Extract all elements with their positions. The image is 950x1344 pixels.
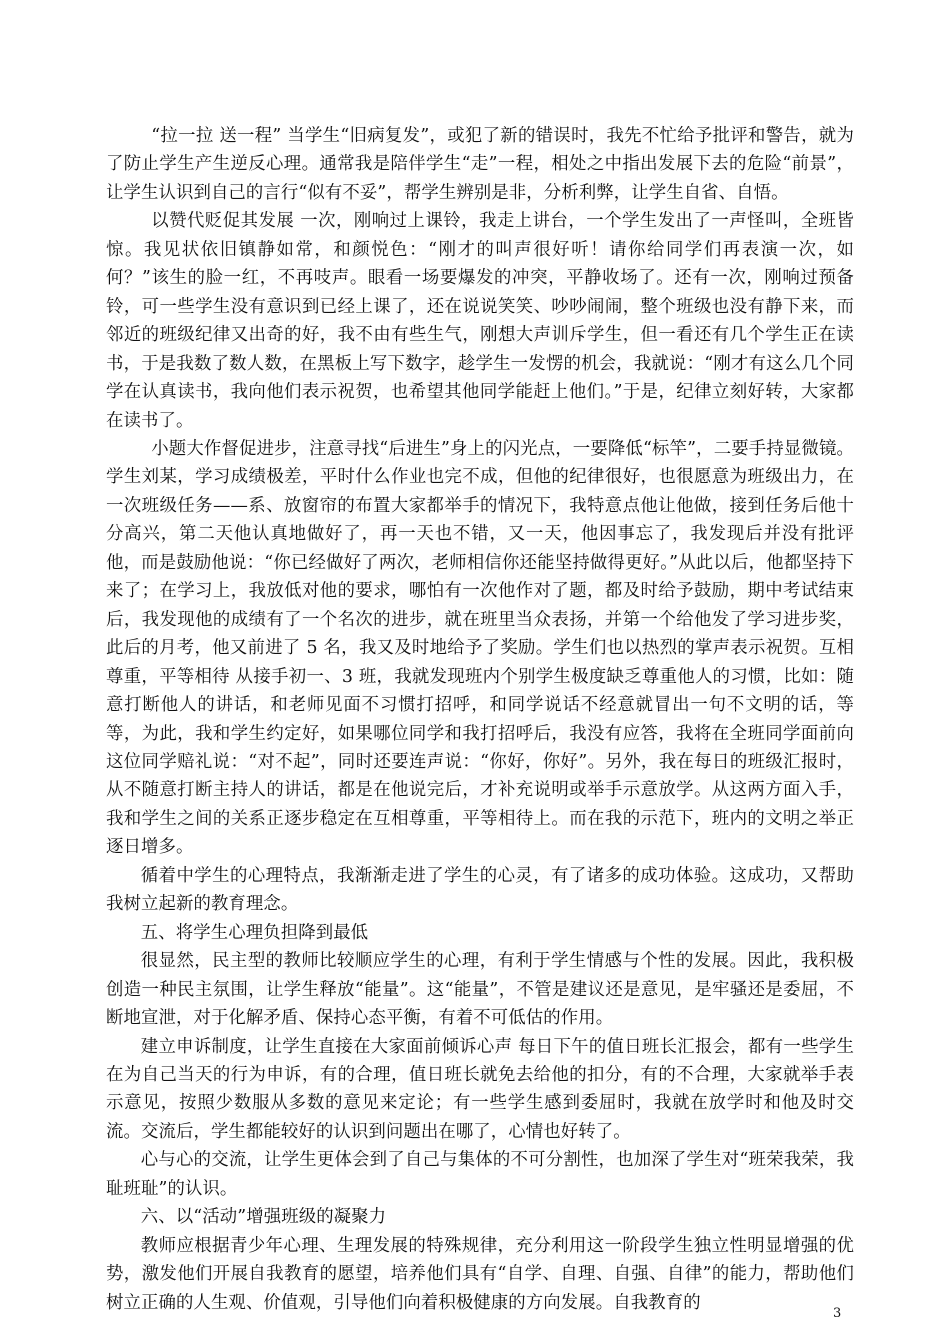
page-number: 3	[833, 1306, 842, 1321]
section-heading-six: 六、以“活动”增强班级的凝聚力	[140, 1207, 387, 1228]
paragraph-self-education: 教师应根据青少年心理、生理发展的特殊规律，充分利用这一阶段学生独立性明显增强的优势，激发他们开展自我教育的愿望，培养他们具有“自学、自理、自强、自律”的能力，帮助他们树立正确的人生观、价值观，引导他们向着积极健康的方向发展。自我教育的	[106, 1235, 854, 1313]
paragraph-democratic-teacher: 很显然，民主型的教师比较顺应学生的心理，有利于学生情感与个性的发展。因此，我积极创造一种民主氛围，让学生释放“能量”。这“能量”，不管是建议还是意见，是牢骚还是委屈，不断地宣泄，对于化解矛盾、保持心态平衡，有着不可低估的作用。	[106, 951, 854, 1029]
paragraph-psychology-summary: 循着中学生的心理特点，我渐渐走进了学生的心灵，有了诸多的成功体验。这成功，又帮助我树立起新的教育理念。	[106, 865, 854, 915]
section-heading-five: 五、将学生心理负担降到最低	[140, 922, 369, 943]
paragraph-appeal-system: 建立申诉制度，让学生直接在大家面前倾诉心声 每日下午的值日班长汇报会，都有一些学生在为自己当天的行为申诉，有的合理，值日班长就免去给他的扣分，有的不合理，大家就举手表示意见，按照少数服从多数的意见来定论；有一些学生感到委屈时，我就在放学时和他及时交流。交流后，学生都能较好的认识到问题出在哪了，心情也好转了。	[106, 1036, 854, 1142]
document-body	[106, 122, 854, 1317]
paragraph-heart-to-heart: 心与心的交流，让学生更体会到了自己与集体的不可分割性，也加深了学生对“班荣我荣，我耻班耻”的认识。	[106, 1150, 854, 1199]
paragraph-praise-instead-of-criticism: 以赞代贬促其发展 一次，刚响过上课铃，我走上讲台，一个学生发出了一声怪叫，全班皆惊。我见状依旧镇静如常，和颜悦色：“刚才的叫声很好听！请你给同学们再表演一次，如何？”该生的脸一红，不再吱声。眼看一场要爆发的冲突，平静收场了。还有一次，刚响过预备铃，可一些学生没有意识到已经上课了，还在说说笑笑、吵吵闹闹，整个班级也没有静下来，而邻近的班级纪律又出奇的好，我不由有些生气，刚想大声训斥学生，但一看还有几个学生正在读书，于是我数了数人数，在黑板上写下数字，趁学生一发愣的机会，我就说：“刚才有这么几个同学在认真读书，我向他们表示祝贺，也希望其他同学能赶上他们。”于是，纪律立刻好转，大家都在读书了。	[106, 211, 854, 431]
paragraph-pull-along: “拉一拉 送一程” 当学生“旧病复发”，或犯了新的错误时，我先不忙给予批评和警告，就为了防止学生产生逆反心理。通常我是陪伴学生“走”一程，相处之中指出发展下去的危险“前景”，让学生认识到自己的言行“似有不妥”，帮学生辨别是非，分析利弊，让学生自省、自悟。	[106, 126, 854, 203]
paragraph-small-progress: 小题大作督促进步，注意寻找“后进生”身上的闪光点，一要降低“标竿”，二要手持显微镜。学生刘某，学习成绩极差，平时什么作业也完不成，但他的纪律很好，也很愿意为班级出力，在一次班级任务——系、放窗帘的布置大家都举手的情况下，我特意点他让他做，接到任务后他十分高兴，第二天他认真地做好了，再一天也不错，又一天，他因事忘了，我发现后并没有批评他，而是鼓励他说：“你已经做好了两次，老师相信你还能坚持做得更好。”从此以后，他都坚持下来了；在学习上，我放低对他的要求，哪怕有一次他作对了题，都及时给予鼓励，期中考试结束后，我发现他的成绩有了一个名次的进步，就在班里当众表扬，并第一个给他发了学习进步奖，此后的月考，他又前进了 5 名，我又及时地给予了奖励。学生们也以热烈的掌声表示祝贺。互相尊重，平等相待 从接手初一、3 班，我就发现班内个别学生极度缺乏尊重他人的习惯，比如：随意打断他人的讲话，和老师见面不习惯打招呼，和同学说话不经意就冒出一句不文明的话，等等，为此，我和学生约定好，如果哪位同学和我打招呼后，我没有应答，我将在全班同学面前向这位同学赔礼说：“对不起”，同时还要连声说：“你好，你好”。另外，我在每日的班级汇报时，从不随意打断主持人的讲话，都是在他说完后，才补充说明或举手示意放学。从这两方面入手，我和学生之间的关系正逐步稳定在互相尊重，平等相待上。而在我的示范下，班内的文明之举正逐日增多。	[106, 438, 854, 858]
